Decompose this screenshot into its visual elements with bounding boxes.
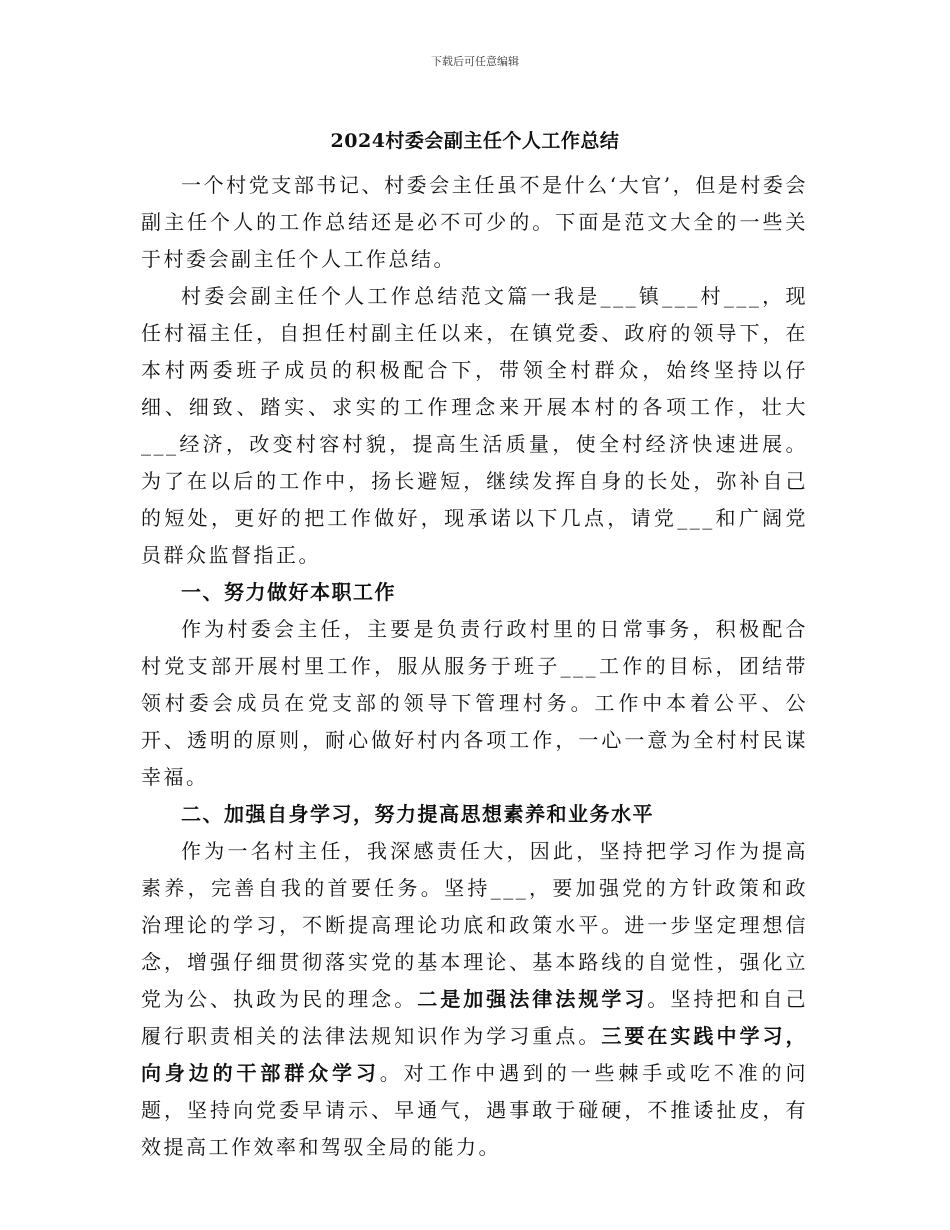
section-2-body <box>141 833 808 1166</box>
section-2-bold-d: 三要在实践中学习，向身边的干部群众学习 <box>141 1024 809 1085</box>
section-2-text-a: 作为一名村主任，我深感责任大，因此，坚持把学习作为提高素养，完善自我的首要任务。坚持___，要加强党的方针政策和政治理论的学习，不断提高理论功底和政策水平。进一步坚定理想信念，增强仔细贯彻落实党的基本理论、基本路线的自觉性，强化立党为公、执政为民的理念。 <box>141 839 808 1011</box>
section-1-body: 作为村委会主任，主要是负责行政村里的日常事务，积极配合村党支部开展村里工作，服从服务于班子___工作的目标，团结带领村委会成员在党支部的领导下管理村务。工作中本着公平、公开、透明的原则，耐心做好村内各项工作，一心一意为全村村民谋幸福。 <box>141 617 808 789</box>
paragraph-1: 村委会副主任个人工作总结范文篇一我是___镇___村___，现任村福主任，自担任村副主任以来，在镇党委、政府的领导下，在本村两委班子成员的积极配合下，带领全村群众，始终坚持以仔细、细致、踏实、求实的工作理念来开展本村的各项工作，壮大___经济，改变村容村貌，提高生活质量，使全村经济快速进展。为了在以后的工作中，扬长避短，继续发挥自身的长处，弥补自己的短处，更好的把工作做好，现承诺以下几点，请党___和广阔党员群众监督指正。 <box>141 284 808 567</box>
section-2-text-e: 。对工作中遇到的一些棘手或吃不准的问题，坚持向党委早请示、早通气，遇事敢于碰硬，不推诿扯皮，有效提高工作效率和驾驭全局的能力。 <box>141 1061 809 1159</box>
document-title: 2024村委会副主任个人工作总结 <box>330 130 620 152</box>
section-2-bold-b: 二是加强法律法规学习 <box>417 987 648 1011</box>
section-2-heading: 二、加强自身学习，努力提高思想素养和业务水平 <box>181 802 654 826</box>
document-body <box>141 167 808 1166</box>
section-2-text-c: 。坚持把和自己履行职责相关的法律法规知识作为学习重点。 <box>141 987 809 1048</box>
page-header-note: 下载后可任意编辑 <box>431 55 519 68</box>
section-1-heading: 一、努力做好本职工作 <box>181 580 396 604</box>
intro-paragraph: 一个村党支部书记、村委会主任虽不是什么‘大官’，但是村委会副主任个人的工作总结还是必不可少的。下面是范文大全的一些关于村委会副主任个人工作总结。 <box>141 173 808 271</box>
